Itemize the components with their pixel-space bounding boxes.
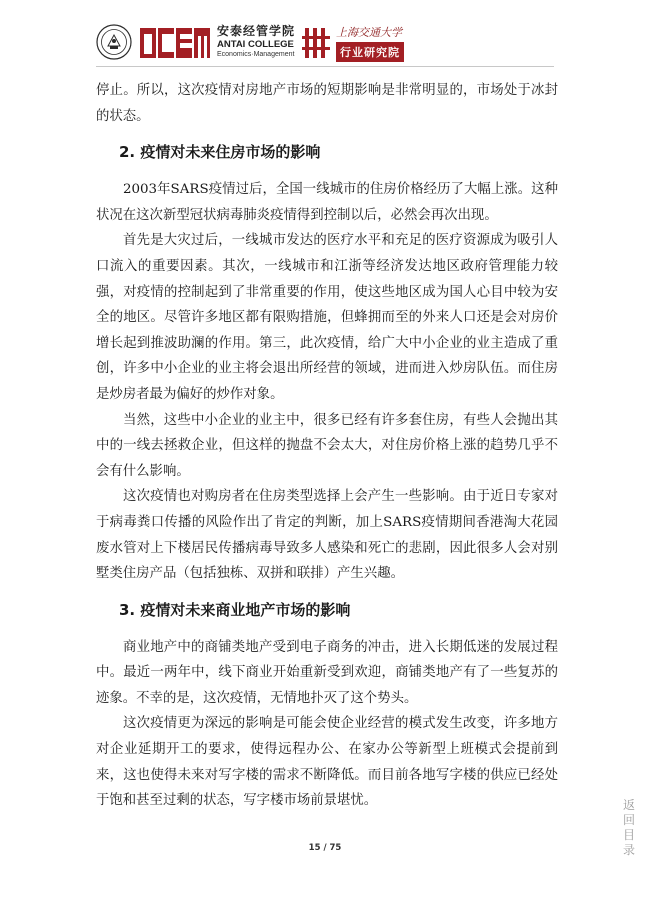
paragraph: 2003年SARS疫情过后，全国一线城市的住房价格经历了大幅上涨。这种状况在这次新型冠状病毒肺炎疫情得到控制以后，必然会再次出现。 [96,182,558,223]
back-to-toc-char: 目 [622,828,635,842]
institute-mark-icon [302,28,330,58]
college-name-en: ANTAI COLLEGE [217,39,294,50]
college-name-en-sub: Economics·Management [217,51,295,58]
paragraph: 这次疫情更为深远的影响是可能会使企业经营的模式发生改变，许多地方对企业延期开工的要求，使得远程办公、在家办公等新型上班模式会提前到来，这也使得未来对写字楼的需求不断降低。而目前各地写字楼的供应已经处于饱和甚至过剩的状态，写字楼市场前景堪忧。 [96,716,558,809]
university-seal-icon [96,24,132,60]
section-heading: 3. 疫情对未来商业地产市场的影响 [119,600,351,619]
institute-badge: 行业研究院 [336,42,404,62]
page-number: 15 / 75 [308,843,342,853]
back-to-toc-char: 返 [622,798,635,812]
back-to-toc-link[interactable] [622,798,636,858]
college-name-cn: 安泰经管学院 [217,24,296,38]
document-body [96,78,558,814]
paragraph: 当然，这些中小企业的业主中，很多已经有许多套住房，有些人会抛出其中的一线去拯救企业，但这样的抛盘不会太大，对住房价格上涨的趋势几乎不会有什么影响。 [96,412,558,479]
page-header [96,18,566,68]
paragraph: 首先是大灾过后，一线城市发达的医疗水平和充足的医疗资源成为吸引人口流入的重要因素。其次，一线城市和江浙等经济发达地区政府管理能力较强，对疫情的控制起到了非常重要的作用，使这些地区成为国人心目中较为安全的地区。尽管许多地区都有限购措施，但蜂拥而至的外来人口还是会对房价增长起到推波助澜的作用。第三，此次疫情，给广大中小企业的业主造成了重创，许多中小企业的业主将会退出所经营的领域，进而进入炒房队伍。而住房是炒房者最为偏好的炒作对象。 [96,233,558,402]
sjtu-script-name: 上海交通大学 [336,26,402,39]
acem-logo-icon [140,26,210,60]
section-heading: 2. 疫情对未来住房市场的影响 [119,143,321,162]
paragraph: 这次疫情也对购房者在住房类型选择上会产生一些影响。由于近日专家对于病毒粪口传播的风险作出了肯定的判断，加上SARS疫情期间香港淘大花园废水管对上下楼居民传播病毒导致多人感染和死亡的悲剧，因此很多人会对别墅类住房产品（包括独栋、双拼和联排）产生兴趣。 [96,489,558,582]
back-to-toc-char: 录 [622,843,635,857]
back-to-toc-char: 回 [622,813,635,827]
college-name-block [217,24,295,59]
paragraph: 商业地产中的商铺类地产受到电子商务的冲击，进入长期低迷的发展过程中。最近一两年中，线下商业开始重新受到欢迎，商铺类地产有了一些复苏的迹象。不幸的是，这次疫情，无情地扑灭了这个势头。 [96,639,558,706]
paragraph: 停止。所以，这次疫情对房地产市场的短期影响是非常明显的，市场处于冰封的状态。 [96,83,558,124]
header-divider [96,66,554,67]
